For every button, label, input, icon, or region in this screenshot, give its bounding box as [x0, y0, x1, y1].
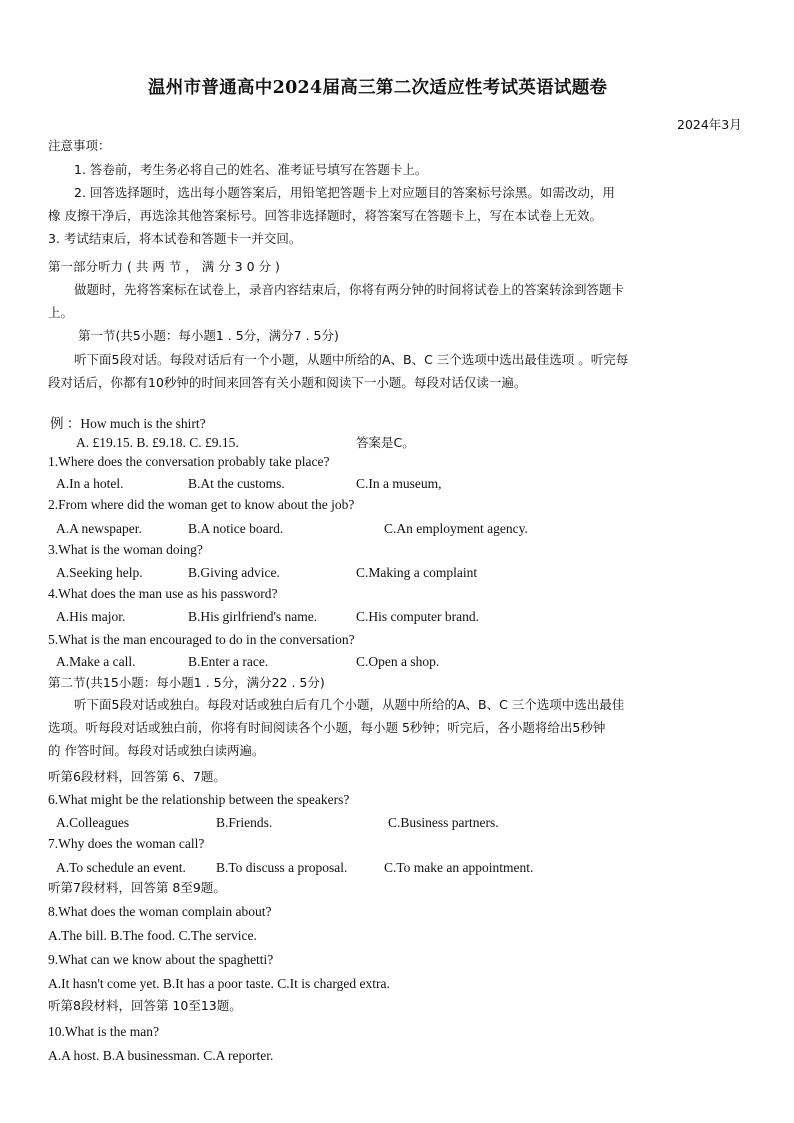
question-3-option-a: A.Seeking help.	[56, 565, 143, 580]
notice-item-2-cont: 橡 皮擦干净后，再选涂其他答案标号。回答非选择题时，将答案写在答题卡上，写在本试卷上无效。	[48, 208, 602, 223]
question-5-option-b: B.Enter a race.	[188, 654, 269, 669]
page-title: 温州市普通高中2024届高三第二次适应性考试英语试题卷	[148, 78, 608, 98]
question-7: 7.Why does the woman call?	[48, 836, 205, 851]
question-4-option-a: A.His major.	[56, 609, 126, 624]
notice-item-1: 1. 答卷前，考生务必将自己的姓名、准考证号填写在答题卡上。	[74, 162, 428, 177]
notice-heading: 注意事项：	[48, 138, 111, 153]
question-3: 3.What is the woman doing?	[48, 542, 203, 557]
question-2-option-c: C.An employment agency.	[384, 521, 528, 536]
question-3-option-c: C.Making a complaint	[356, 565, 478, 580]
question-5: 5.What is the man encouraged to do in the conversation?	[48, 632, 355, 647]
example-options: A. £19.15. B. £9.18. C. £9.15.	[76, 435, 239, 450]
section1-intro-cont: 段对话后，你都有10秒钟的时间来回答有关小题和阅读下一小题。每段对话仅读一遍。	[48, 375, 527, 390]
question-1: 1.Where does the conversation probably take place?	[48, 454, 330, 469]
example-question: 例 ：How much is the shirt?	[50, 416, 206, 431]
section1-intro: 听下面5段对话。每段对话后有一个小题，从题中所给的A、B、C 三个选项中选出最佳选项 。听完每	[74, 352, 629, 367]
question-6: 6.What might be the relationship between the speakers?	[48, 792, 350, 807]
question-9: 9.What can we know about the spaghetti?	[48, 952, 274, 967]
question-7-option-a: A.To schedule an event.	[56, 860, 186, 875]
question-5-option-a: A.Make a call.	[56, 654, 136, 669]
question-6-option-b: B.Friends.	[216, 815, 273, 830]
question-5-option-c: C.Open a shop.	[356, 654, 440, 669]
question-1-option-c: C.In a museum,	[356, 476, 442, 491]
question-2: 2.From where did the woman get to know about the job?	[48, 497, 355, 512]
notice-item-2: 2. 回答选择题时，选出每小题答案后，用铅笔把答题卡上对应题目的答案标号涂黑。如需改动，用	[74, 185, 615, 200]
question-9-options: A.It hasn't come yet. B.It has a poor taste. C.It is charged extra.	[48, 976, 390, 991]
question-4-option-c: C.His computer brand.	[356, 609, 479, 624]
question-3-option-b: B.Giving advice.	[188, 565, 280, 580]
question-7-option-c: C.To make an appointment.	[384, 860, 534, 875]
question-1-option-a: A.In a hotel.	[56, 476, 124, 491]
question-6-option-c: C.Business partners.	[388, 815, 499, 830]
material-6-heading: 听第6段材料，回答第 6、7题。	[48, 769, 226, 784]
material-8-heading: 听第8段材料，回答第 10至13题。	[48, 998, 242, 1013]
question-1-option-b: B.At the customs.	[188, 476, 285, 491]
section2-intro-cont-2: 的 作答时间。每段对话或独白读两遍。	[48, 743, 265, 758]
question-4-option-b: B.His girlfriend's name.	[188, 609, 318, 624]
question-7-option-b: B.To discuss a proposal.	[216, 860, 348, 875]
section2-intro-cont-1: 选项。听每段对话或独白前，你将有时间阅读各个小题，每小题 5秒钟；听完后，各小题将给出5秒钟	[48, 720, 606, 735]
material-7-heading: 听第7段材料，回答第 8至9题。	[48, 880, 226, 895]
part1-heading: 第一部分听力 ( 共 两 节 ， 满 分 3 0 分 )	[48, 259, 280, 274]
section2-intro: 听下面5段对话或独白。每段对话或独白后有几个小题，从题中所给的A、B、C 三个选项中选出最佳	[74, 697, 625, 712]
section2-heading: 第二节(共15小题：每小题1 . 5分，满分22 . 5分)	[48, 675, 325, 690]
question-8: 8.What does the woman complain about?	[48, 904, 272, 919]
part1-intro: 做题时，先将答案标在试卷上，录音内容结束后，你将有两分钟的时间将试卷上的答案转涂到答题卡	[74, 282, 625, 297]
question-10-options: A.A host. B.A businessman. C.A reporter.	[48, 1048, 274, 1063]
question-6-option-a: A.Colleagues	[56, 815, 130, 830]
section1-heading: 第一节(共5小题：每小题1 . 5分，满分7 . 5分)	[78, 328, 339, 343]
part1-intro-cont: 上。	[48, 305, 74, 320]
notice-item-3: 3. 考试结束后，将本试卷和答题卡一并交回。	[48, 231, 302, 246]
question-2-option-a: A.A newspaper.	[56, 521, 142, 536]
question-2-option-b: B.A notice board.	[188, 521, 284, 536]
question-4: 4.What does the man use as his password?	[48, 586, 278, 601]
example-answer: 答案是C。	[356, 435, 415, 450]
exam-date: 2024年3月	[677, 117, 742, 132]
question-8-options: A.The bill. B.The food. C.The service.	[48, 928, 257, 943]
question-10: 10.What is the man?	[48, 1024, 159, 1039]
